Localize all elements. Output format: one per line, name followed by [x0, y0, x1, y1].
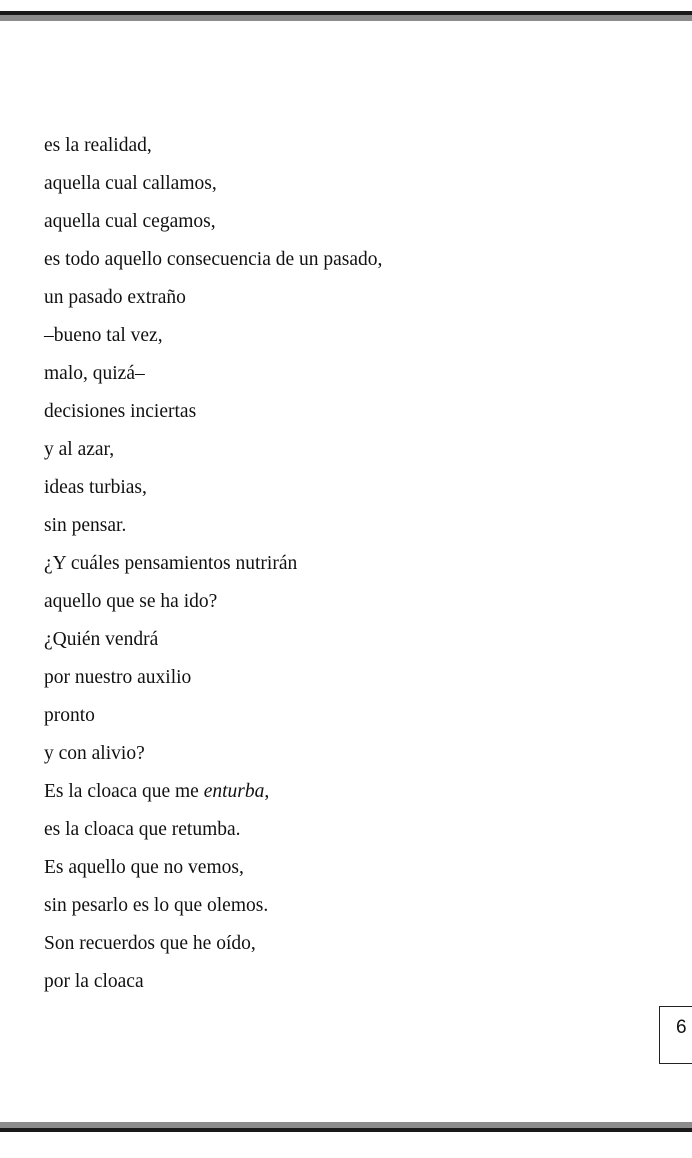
- poem-line-with-italic: [44, 778, 382, 816]
- poem-line: aquella cual cegamos,: [44, 211, 216, 232]
- poem-line: ideas turbias,: [44, 477, 147, 498]
- poem-line: Es aquello que no vemos,: [44, 857, 244, 878]
- bottom-border-dark: [0, 1128, 692, 1132]
- poem-line: es todo aquello consecuencia de un pasado,: [44, 249, 383, 270]
- poem-line: y al azar,: [44, 439, 115, 460]
- poem-line-end: ,: [264, 781, 270, 802]
- poem-line: por la cloaca: [44, 971, 144, 992]
- poem-line: ¿Quién vendrá: [44, 629, 159, 650]
- poem-line: por nuestro auxilio: [44, 667, 192, 688]
- poem-line: es la cloaca que retumba.: [44, 819, 241, 840]
- page-number: 6: [676, 1017, 687, 1038]
- poem-line: Son recuerdos que he oído,: [44, 933, 256, 954]
- poem-line: un pasado extraño: [44, 287, 186, 308]
- poem-line: decisiones inciertas: [44, 401, 197, 422]
- poem-line: aquella cual callamos,: [44, 173, 217, 194]
- poem-line-start: Es la cloaca que me: [44, 781, 199, 802]
- poem-line: malo, quizá–: [44, 363, 145, 384]
- poem-line: aquello que se ha ido?: [44, 591, 218, 612]
- poem-line: pronto: [44, 705, 95, 726]
- poem-line: –bueno tal vez,: [44, 325, 163, 346]
- poem-line: sin pesarlo es lo que olemos.: [44, 895, 269, 916]
- poem-text: [44, 132, 382, 1006]
- poem-line: es la realidad,: [44, 135, 152, 156]
- poem-line: y con alivio?: [44, 743, 145, 764]
- poem-line: sin pensar.: [44, 515, 127, 536]
- poem-italic-word: enturba: [203, 781, 265, 802]
- poem-line: ¿Y cuáles pensamientos nutrirán: [44, 553, 298, 574]
- top-border-light: [0, 15, 692, 21]
- page-number-box: [659, 1006, 692, 1064]
